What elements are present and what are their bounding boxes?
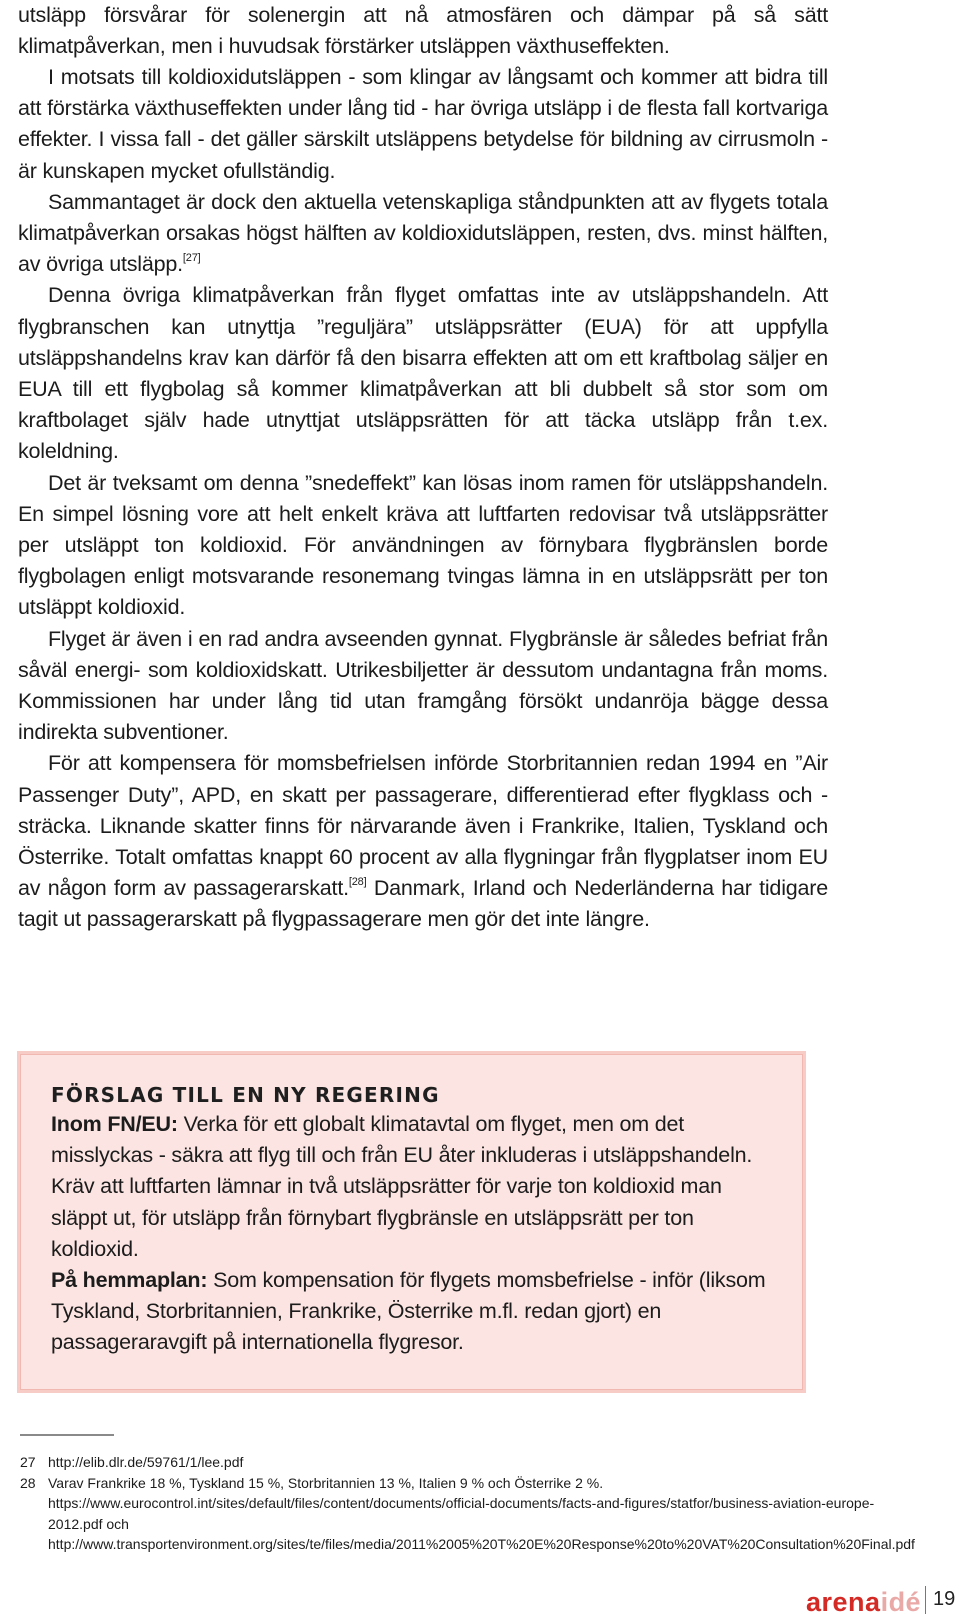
paragraph-2: I motsats till koldioxidutsläppen - som klingar av långsamt och kommer att bidra till att förstärka växthuseffekten under lång tid - har övriga utsläpp i de flesta fall kortvariga effekter. I vissa fall - det gäller särskilt utsläppens betydelse för bildning av cirrusmoln - är kunskapen mycket ofullständig.: [18, 65, 828, 183]
footnote-27: [20, 1452, 820, 1473]
paragraph-7-continuation: Danmark, Irland och Nederländerna har tidigare tagit ut passagerarskatt på flygpassagerare men gör det inte längre.: [18, 876, 828, 932]
proposal-box: [20, 1054, 803, 1390]
proposal-home-text: Som kompensation för flygets momsbefrielse - inför (liksom Tyskland, Storbritannien, Frankrike, Österrike m.fl. redan gjort) en passageraravgift på internationella flygresor.: [51, 1268, 766, 1355]
proposal-fn-eu: [51, 1109, 778, 1265]
proposal-home: [51, 1265, 778, 1359]
footnote-divider: [20, 1434, 114, 1436]
paragraph-7-text: För att kompensera för momsbefrielsen införde Storbritannien redan 1994 en ”Air Passenger Duty”, APD, en skatt per passagerare, differentierad efter flygklass och -sträcka. Liknande skatter finns för närvarande även i Frankrike, Italien, Tyskland och Österrike. Totalt omfattas knappt 60 procent av alla flygningar från flygplatser inom EU av någon form av passagerarskatt.: [18, 751, 828, 901]
footnote-28: [20, 1473, 915, 1555]
paragraph-3-text: Sammantaget är dock den aktuella vetenskapliga ståndpunkten att av flygets totala klimatpåverkan orsakas högst hälften av koldioxidutsläppen, resten, dvs. minst hälften, av övriga utsläpp.: [18, 189, 828, 277]
arena-ide-logo: [806, 1587, 921, 1614]
paragraph-4: Denna övriga klimatpåverkan från flyget omfattas inte av utsläppshandeln. Att flygbranschen kan utnyttja ”reguljära” utsläppsrätter (EUA) för att uppfylla utsläppshandelns krav kan därför få den bisarra effekten att om ett kraftbolag säljer en EUA till ett flygbolag så kommer klimatpåverkan att bli dubbelt så stor som om kraftbolaget själv hade utnyttjat utsläppsrätten för att täcka utsläpp från t.ex. koleldning.: [18, 283, 828, 464]
proposal-fn-eu-text: Verka för ett globalt klimatavtal om flyget, men om det misslyckas - säkra att flyg till och från EU åter inkluderas i utsläppshandeln. Kräv att luftfarten lämnar in två utsläppsrätter för varje ton koldioxid man släppt ut, för utsläpp från förnybart flygbränsle en utsläppsrätt per ton koldioxid.: [51, 1112, 753, 1261]
logo-main: arena: [806, 1587, 881, 1614]
paragraph-5: Det är tveksamt om denna ”snedeffekt” kan lösas inom ramen för utsläppshandeln. En simpel lösning vore att helt enkelt kräva att luftfarten redovisar två utsläppsrätter per utsläppt ton koldioxid. För användningen av förnybara flygbränslen borde flygbolagen enligt motsvarande resonemang tvingas lämna in en utsläppsrätt per ton utsläppt koldioxid.: [18, 470, 828, 620]
footnote-link[interactable]: http://elib.dlr.de/59761/1/lee.pdf: [48, 1454, 244, 1470]
footnote-text[interactable]: Varav Frankrike 18 %, Tyskland 15 %, Storbritannien 13 %, Italien 9 % och Österrike 2 %. https://www.eurocontrol.int/sites/default/files/content/documents/official-documents/facts-and-figures/statfor/business-aviation-europe-2012.pdf och http://www.transportenvironment.org/sites/te/files/media/2011%2005%20T%20E%20Response%20to%20VAT%20Consultation%20Final.pdf: [48, 1474, 915, 1552]
footnote-number: 27: [20, 1454, 36, 1470]
footnote-ref-28[interactable]: [28]: [348, 876, 367, 889]
proposal-fn-eu-label: Inom FN/EU:: [51, 1112, 178, 1136]
page-number-divider: [925, 1586, 926, 1614]
paragraph-6: Flyget är även i en rad andra avseenden gynnat. Flygbränsle är således befriat från såväl energi- som koldioxidskatt. Utrikesbiljetter är dessutom undantagna från moms. Kommissionen har under lång tid utan framgång försökt undanröja bägge dessa indirekta subventioner.: [18, 626, 828, 745]
proposal-home-label: På hemmaplan:: [51, 1268, 208, 1293]
body-text: [18, 62, 828, 936]
page-number: 19: [933, 1588, 956, 1610]
footnote-ref-27[interactable]: [27]: [182, 252, 201, 265]
paragraph-7: [18, 748, 828, 935]
proposal-title: FÖRSLAG TILL EN NY REGERING: [51, 1083, 440, 1107]
paragraph-1: utsläpp försvårar för solenergin att nå atmosfären och dämpar på så sätt klimatpåverkan, men i huvudsak förstärker utsläppen växthuseffekten.: [18, 3, 828, 59]
paragraph-3: [18, 187, 828, 281]
footnotes: [20, 1452, 915, 1555]
footnote-number: 28: [20, 1474, 36, 1491]
logo-fade: idé: [880, 1587, 922, 1614]
